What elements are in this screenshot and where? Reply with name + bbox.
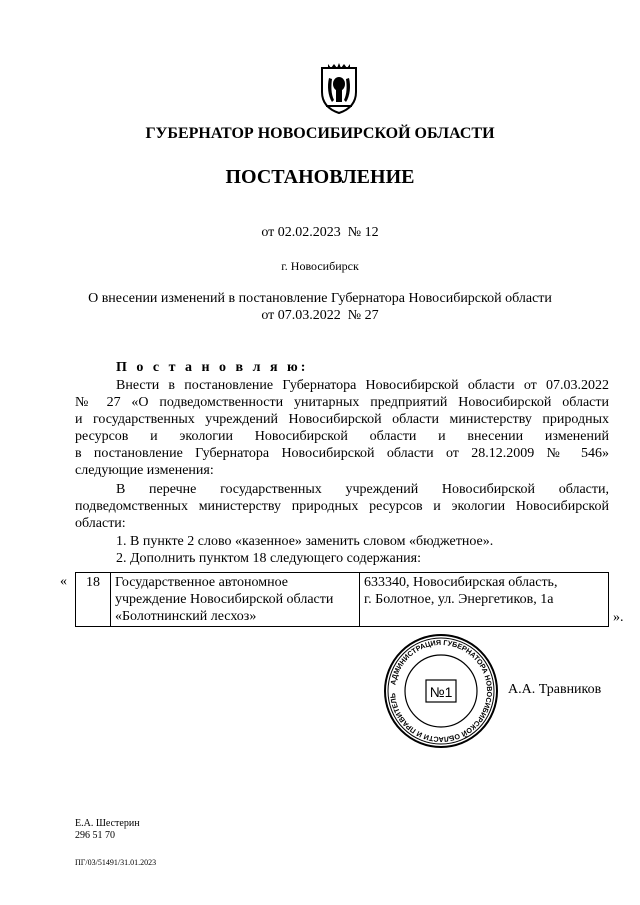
executor-phone: 296 51 70 xyxy=(75,830,115,841)
p1-line: в постановление Губернатора Новосибирской области от 28.12.2009 № 546» xyxy=(75,446,609,461)
city: г. Новосибирск xyxy=(281,259,359,273)
open-quote: « xyxy=(60,574,67,589)
amendment-items xyxy=(75,533,609,567)
document-code: ПГ/03/51491/31.01.2023 xyxy=(75,858,157,867)
institution-address xyxy=(360,573,609,627)
p1-line: ресурсов и экологии Новосибирской области и внесении изменений xyxy=(75,429,609,444)
p1-line: следующие изменения: xyxy=(75,463,214,478)
name-line: учреждение Новосибирской области xyxy=(115,592,334,607)
address-line: г. Болотное, ул. Энергетиков, 1а xyxy=(364,592,554,607)
p2-line: области: xyxy=(75,516,126,531)
row-number: 18 xyxy=(76,573,111,627)
amendment-table xyxy=(75,572,609,627)
institution-name xyxy=(111,573,360,627)
table-row xyxy=(76,573,609,627)
authority-title: ГУБЕРНАТОР НОВОСИБИРСКОЙ ОБЛАСТИ xyxy=(145,125,495,142)
name-line: Государственное автономное xyxy=(115,575,289,590)
close-quote: ». xyxy=(613,610,624,625)
signer-name: А.А. Травников xyxy=(508,682,602,697)
p2-line: подведомственных министерству природных ресурсов и экологии Новосибирской xyxy=(75,499,609,514)
paragraph-1 xyxy=(75,377,609,479)
date-number: от 02.02.2023 № 12 xyxy=(261,225,379,240)
coat-of-arms-icon xyxy=(318,62,360,114)
p1-line: № 27 «О подведомственности унитарных предприятий Новосибирской области xyxy=(75,395,609,410)
p2-line: В перечне государственных учреждений Новосибирской области, xyxy=(116,482,609,497)
resolve-heading: П о с т а н о в л я ю: xyxy=(116,360,309,375)
paragraph-2 xyxy=(75,481,609,532)
document-subject xyxy=(0,290,640,324)
address-line: 633340, Новосибирская область, xyxy=(364,575,558,590)
item-2: 2. Дополнить пунктом 18 следующего содержания: xyxy=(116,551,422,566)
p1-line: Внести в постановление Губернатора Новосибирской области от 07.03.2022 xyxy=(116,378,609,393)
p1-line: и государственных учреждений Новосибирской области министерству природных xyxy=(75,412,609,427)
subject-line-2: от 07.03.2022 № 27 xyxy=(261,308,379,323)
item-1: 1. В пункте 2 слово «казенное» заменить словом «бюджетное». xyxy=(116,534,494,549)
subject-line-1: О внесении изменений в постановление Губернатора Новосибирской области xyxy=(88,291,552,306)
official-seal-icon xyxy=(382,632,500,750)
executor-info xyxy=(75,818,140,842)
document-type: ПОСТАНОВЛЕНИЕ xyxy=(225,166,415,188)
executor-name: Е.А. Шестерин xyxy=(75,818,140,829)
name-line: «Болотнинский лесхоз» xyxy=(115,609,257,624)
seal-text: АДМИНИСТРАЦИЯ ГУБЕРНАТОРА НОВОСИБИРСКОЙ ОБЛАСТИ И ПРАВИТЕЛЬ xyxy=(388,637,495,745)
seal-number: №1 xyxy=(429,684,453,700)
